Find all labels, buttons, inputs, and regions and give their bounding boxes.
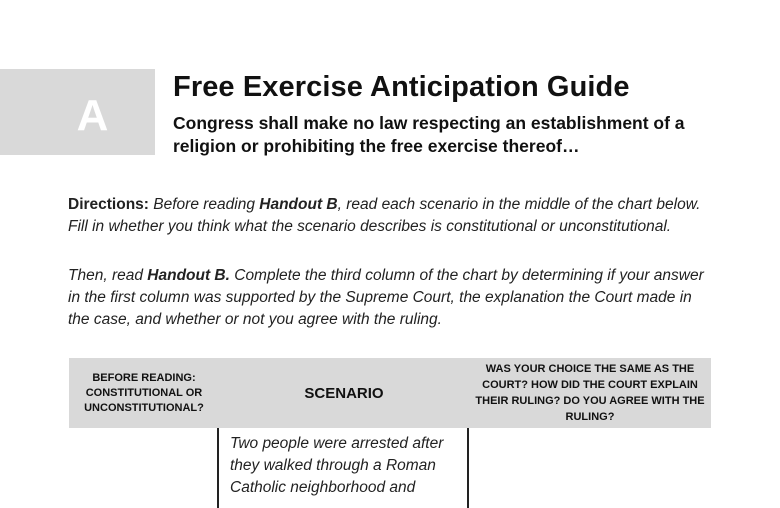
column-header-court-ruling: WAS YOUR CHOICE THE SAME AS THE COURT? HOW DID THE COURT EXPLAIN THEIR RULING? DO YOU AGREE WITH THE RULING?	[475, 363, 705, 423]
column-divider-left	[217, 428, 219, 508]
column-header-before-reading: BEFORE READING: CONSTITUTIONAL OR UNCONSTITUTIONAL?	[84, 371, 204, 414]
chart-header-row	[69, 358, 711, 428]
section-letter: A	[76, 91, 109, 140]
then-handout-ref: Handout B.	[147, 267, 230, 284]
directions-text-2: , read each scenario in the middle of the chart below. Fill in whether you think what the scenario describes is constitutional or unconstitutional.	[68, 196, 701, 235]
directions-text-1: Before reading	[148, 196, 260, 213]
column-header-scenario: SCENARIO	[304, 384, 384, 402]
scenario-cell-1: Two people were arrested after they walked through a Roman Catholic neighborhood and	[230, 435, 444, 496]
then-text-2: Complete the third column of the chart by determining if your answer in the first column was supported by the Supreme Court, the explanation the Court made in the case, and whether or not you agree with the ruling.	[68, 267, 704, 328]
page-subtitle: Congress shall make no law respecting an establishment of a religion or prohibiting the free exercise thereof…	[173, 113, 685, 156]
directions-handout-ref: Handout B	[259, 196, 338, 213]
directions-paragraph	[68, 194, 708, 238]
directions-label: Directions:	[68, 196, 149, 213]
column-divider-right	[467, 428, 469, 508]
then-text-1: Then, read	[68, 267, 148, 284]
section-letter-badge	[0, 69, 155, 155]
page-title: Free Exercise Anticipation Guide	[173, 71, 630, 103]
then-paragraph	[68, 265, 708, 331]
